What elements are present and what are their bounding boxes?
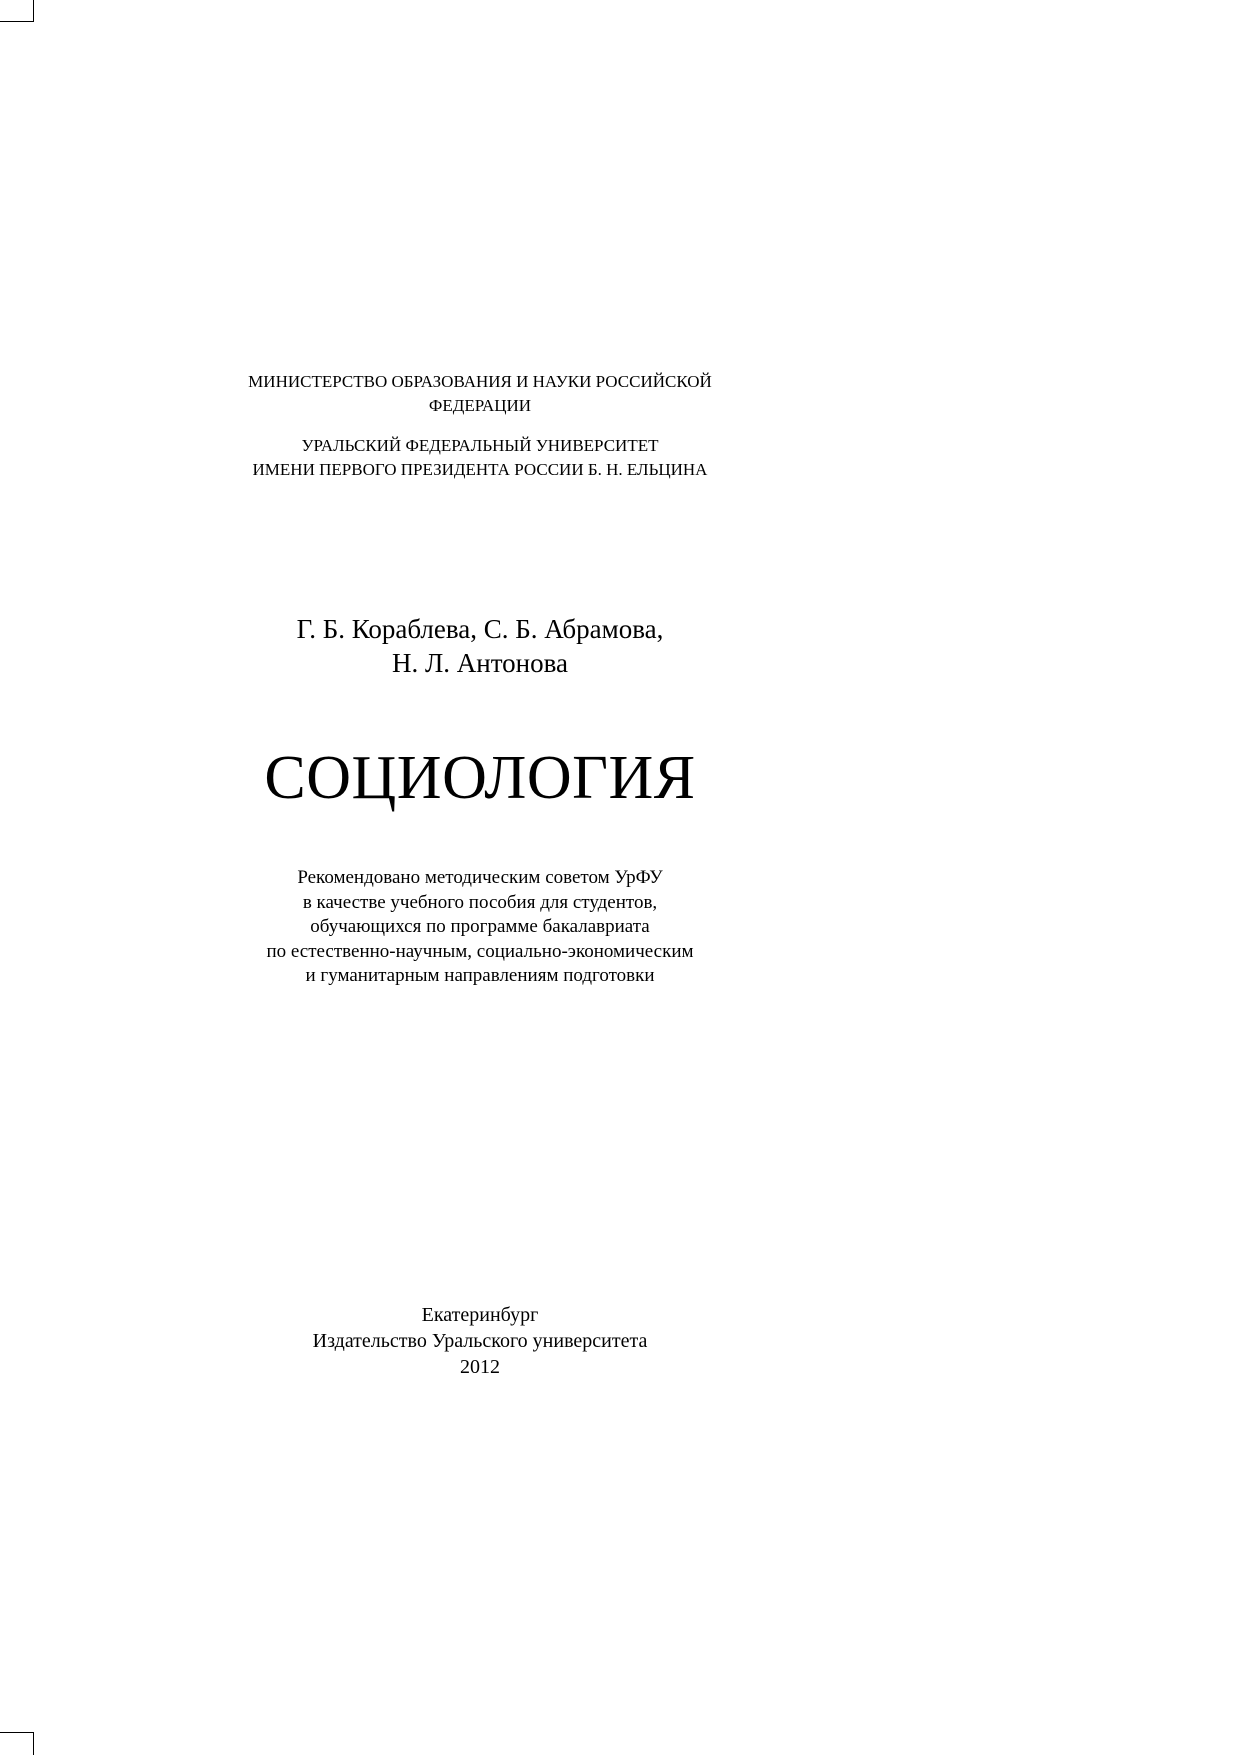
university-line-2: ИМЕНИ ПЕРВОГО ПРЕЗИДЕНТА РОССИИ Б. Н. ЕЛЬЦИНА — [252, 460, 708, 479]
institution-header — [180, 370, 780, 482]
recommendation-text — [180, 866, 780, 989]
crop-mark-bottom-horizontal — [0, 1732, 33, 1733]
recommendation-line-5: и гуманитарным направлениям подготовки — [305, 965, 655, 986]
imprint-publisher: Издательство Уральского университета — [312, 1330, 648, 1352]
crop-mark-bottom-vertical — [33, 1732, 34, 1755]
authors-line-2: Н. Л. Антонова — [391, 648, 569, 678]
recommendation-line-3: обучающихся по программе бакалавриата — [310, 916, 650, 937]
recommendation-line-4: по естественно-научным, социально-экономическим — [266, 940, 694, 962]
ministry-line-1: МИНИСТЕРСТВО ОБРАЗОВАНИЯ И НАУКИ РОССИЙСКОЙ — [248, 372, 712, 391]
book-title: СОЦИОЛОГИЯ — [264, 744, 696, 812]
imprint — [180, 1302, 780, 1380]
crop-mark-top-horizontal — [0, 21, 33, 22]
recommendation-line-2: в качестве учебного пособия для студентов, — [302, 891, 658, 913]
authors-line-1: Г. Б. Кораблева, С. Б. Абрамова, — [296, 614, 664, 644]
university-line-1: УРАЛЬСКИЙ ФЕДЕРАЛЬНЫЙ УНИВЕРСИТЕТ — [301, 436, 659, 455]
crop-mark-top-vertical — [33, 0, 34, 22]
imprint-city: Екатеринбург — [421, 1304, 539, 1326]
imprint-year: 2012 — [460, 1356, 500, 1378]
ministry-line-2: ФЕДЕРАЦИИ — [428, 396, 532, 415]
authors — [180, 612, 780, 680]
recommendation-line-1: Рекомендовано методическим советом УрФУ — [297, 867, 663, 888]
